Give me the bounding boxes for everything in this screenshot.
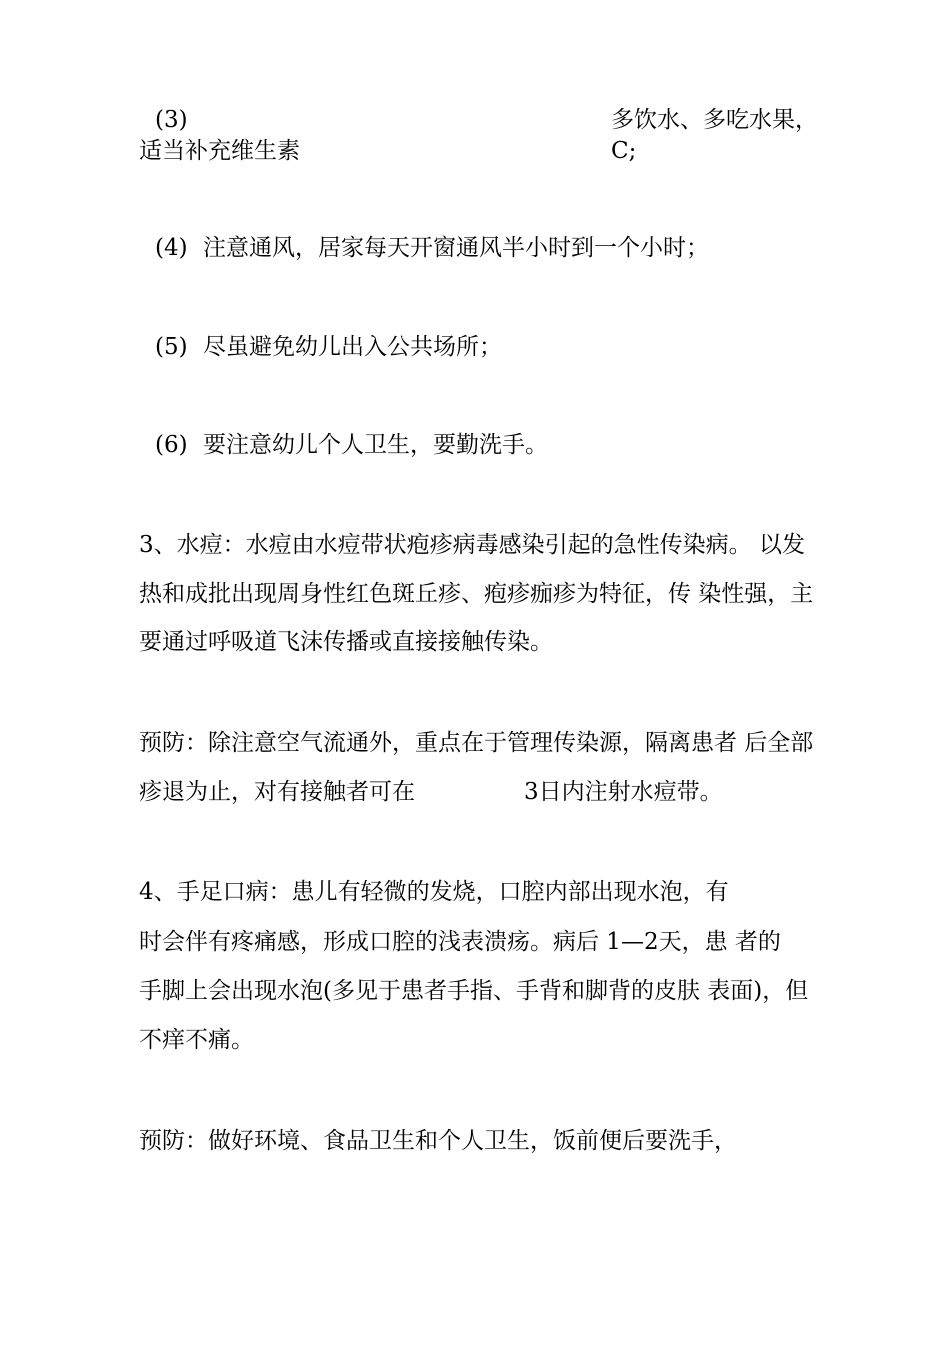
item-6-text: 要注意幼儿个人卫生，要勤洗手。 — [203, 432, 548, 458]
item-4-text: 注意通风，居家每天开窗通风半小时到一个小时； — [203, 235, 709, 261]
item-3-text-right-line2: C; — [611, 138, 637, 164]
section-3-prevention-line-2-left: 疹退为止，对有接触者可在 — [139, 779, 415, 805]
section-3-prevention-line-2-right: 3日内注射水痘带。 — [524, 779, 723, 805]
section-3-line-3: 要通过呼吸道飞沫传播或直接接触传染。 — [139, 629, 553, 655]
section-4-line-2: 时会伴有疼痛感，形成口腔的浅表溃疡。病后 1—2天，患 者的 — [139, 929, 781, 955]
item-6-label: (6) — [155, 432, 188, 458]
section-3-line-2: 热和成批出现周身性红色斑丘疹、疱疹痂疹为特征，传 染性强，主 — [139, 581, 814, 607]
item-4-label: (4) — [155, 235, 188, 261]
item-3-text-right-line1: 多饮水、多吃水果， — [611, 107, 818, 133]
item-3-text-left: 适当补充维生素 — [139, 138, 300, 164]
item-3-label: (3) — [155, 107, 188, 133]
section-3-prevention-line-1: 预防：除注意空气流通外，重点在于管理传染源，隔离患者 后全部 — [139, 730, 814, 756]
item-5-text: 尽虽避免幼儿出入公共场所； — [203, 334, 502, 360]
section-4-line-4: 不痒不痛。 — [139, 1027, 254, 1053]
section-3-line-1: 3、水痘：水痘由水痘带状疱疹病毒感染引起的急性传染病。 以发 — [139, 532, 805, 558]
section-4-line-3: 手脚上会出现水泡(多见于患者手指、手背和脚背的皮肤 表面)，但 — [139, 978, 809, 1004]
item-5-label: (5) — [155, 334, 188, 360]
section-4-prevention: 预防：做好环境、食品卫生和个人卫生，饭前便后要洗手， — [139, 1128, 737, 1154]
section-4-line-1: 4、手足口病：患儿有轻微的发烧，口腔内部出现水泡，有 — [139, 879, 729, 905]
